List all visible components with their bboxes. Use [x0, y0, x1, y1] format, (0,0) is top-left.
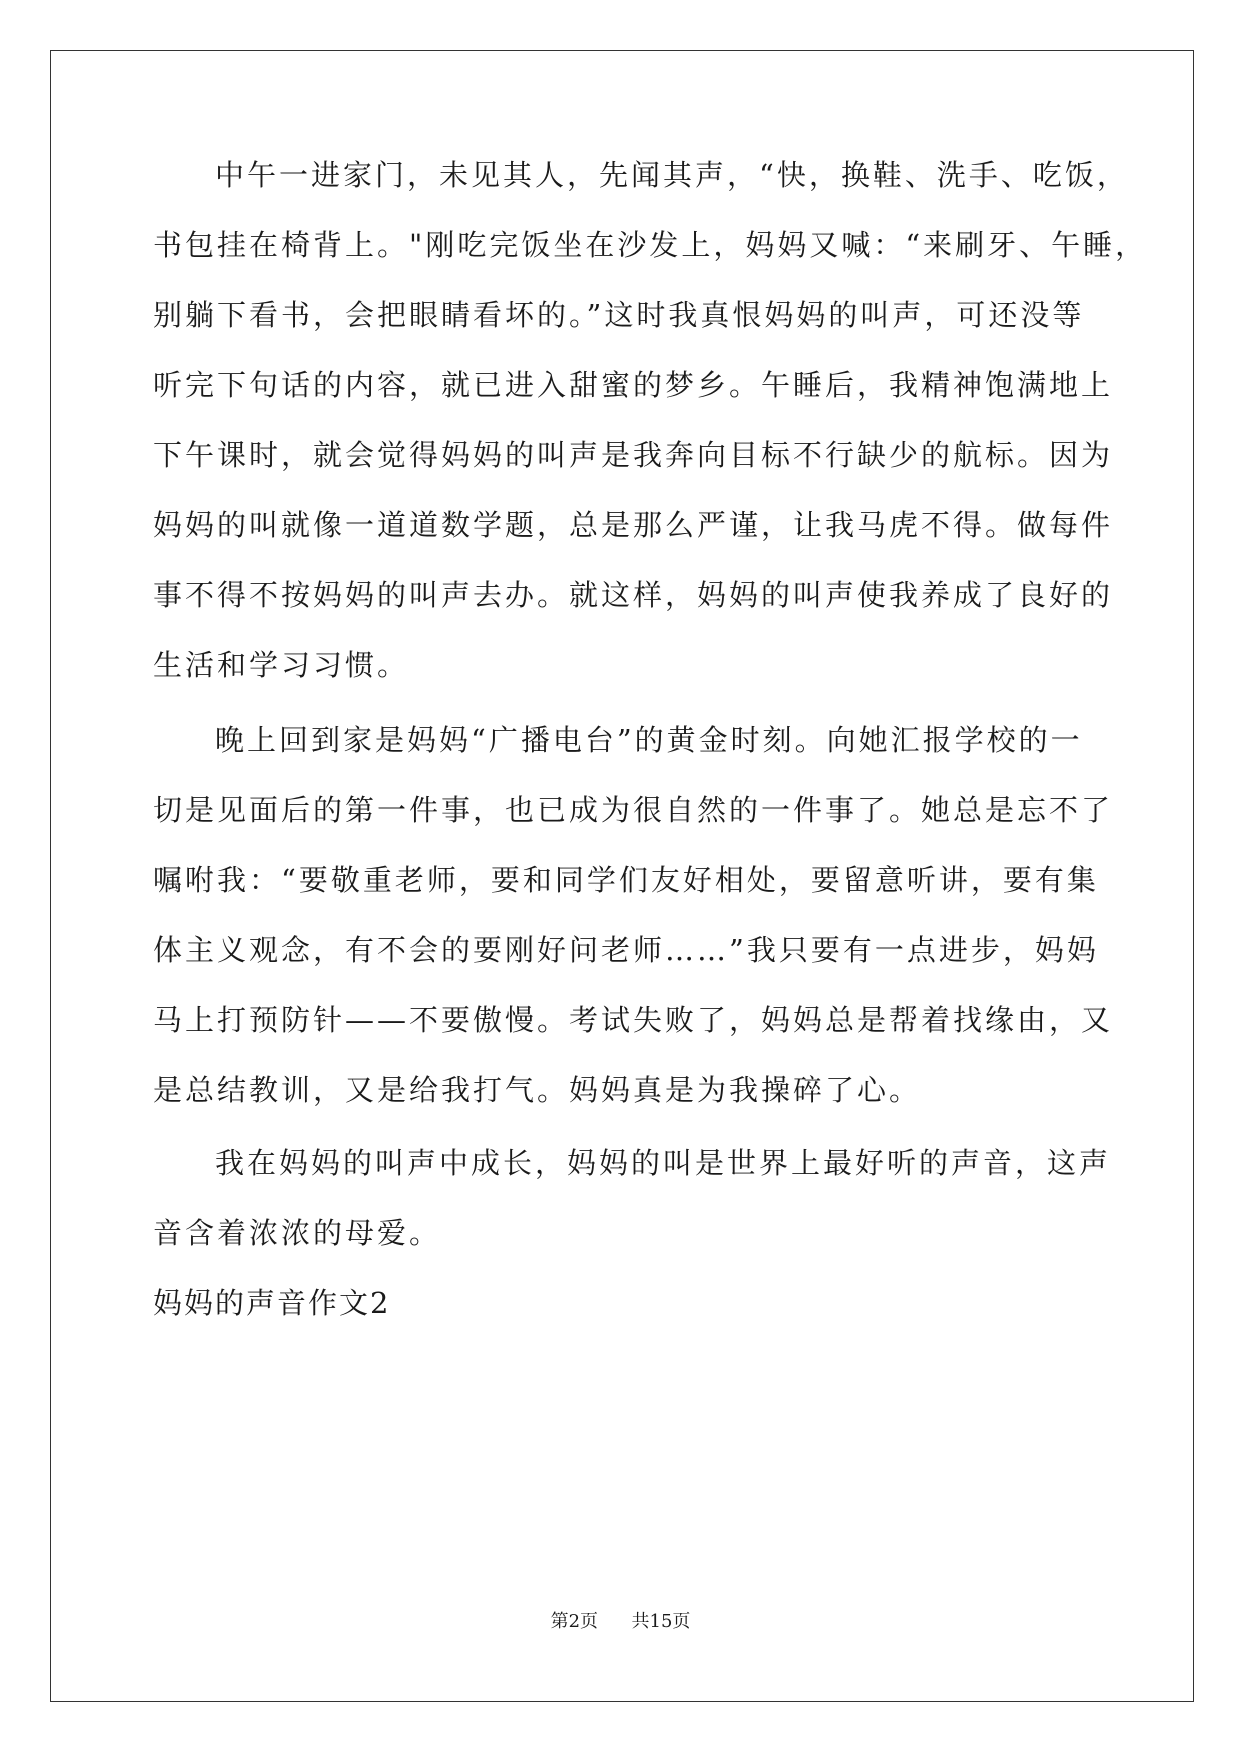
paragraph-1-line-2: 书包挂在椅背上。"刚吃完饭坐在沙发上，妈妈又喊：“来刷牙、午睡，	[153, 228, 1148, 262]
paragraph-2-line-2: 切是见面后的第一件事，也已成为很自然的一件事了。她总是忘不了	[153, 793, 1114, 827]
paragraph-1-line-4: 听完下句话的内容，就已进入甜蜜的梦乡。午睡后，我精神饱满地上	[153, 368, 1114, 402]
paragraph-1-line-3: 别躺下看书，会把眼睛看坏的。”这时我真恨妈妈的叫声，可还没等	[153, 298, 1085, 332]
paragraph-2-line-1: 晚上回到家是妈妈“广播电台”的黄金时刻。向她汇报学校的一	[215, 723, 1083, 757]
paragraph-1-line-1: 中午一进家门，未见其人，先闻其声，“快，换鞋、洗手、吃饭，	[215, 158, 1129, 192]
paragraph-2-line-5: 马上打预防针——不要傲慢。考试失败了，妈妈总是帮着找缘由，又	[153, 1003, 1114, 1037]
paragraph-3-line-2: 音含着浓浓的母爱。	[153, 1216, 442, 1250]
paragraph-2-line-4: 体主义观念，有不会的要刚好问老师……”我只要有一点进步，妈妈	[153, 933, 1099, 967]
section-heading: 妈妈的声音作文2	[153, 1286, 391, 1320]
paragraph-1-line-8: 生活和学习习惯。	[153, 648, 410, 682]
page-number-current: 第2页	[550, 1611, 599, 1632]
paragraph-2-line-6: 是总结教训，又是给我打气。妈妈真是为我操碎了心。	[153, 1073, 922, 1107]
page-number-total: 共15页	[631, 1611, 691, 1632]
paragraph-3-line-1: 我在妈妈的叫声中成长，妈妈的叫是世界上最好听的声音，这声	[215, 1146, 1112, 1180]
paragraph-1-line-7: 事不得不按妈妈的叫声去办。就这样，妈妈的叫声使我养成了良好的	[153, 578, 1114, 612]
paragraph-2-line-3: 嘱咐我：“要敬重老师，要和同学们友好相处，要留意听讲，要有集	[153, 863, 1099, 897]
paragraph-1-line-5: 下午课时，就会觉得妈妈的叫声是我奔向目标不行缺少的航标。因为	[153, 438, 1114, 472]
paragraph-1-line-6: 妈妈的叫就像一道道数学题，总是那么严谨，让我马虎不得。做每件	[153, 508, 1114, 542]
page-footer	[0, 1610, 1241, 1634]
